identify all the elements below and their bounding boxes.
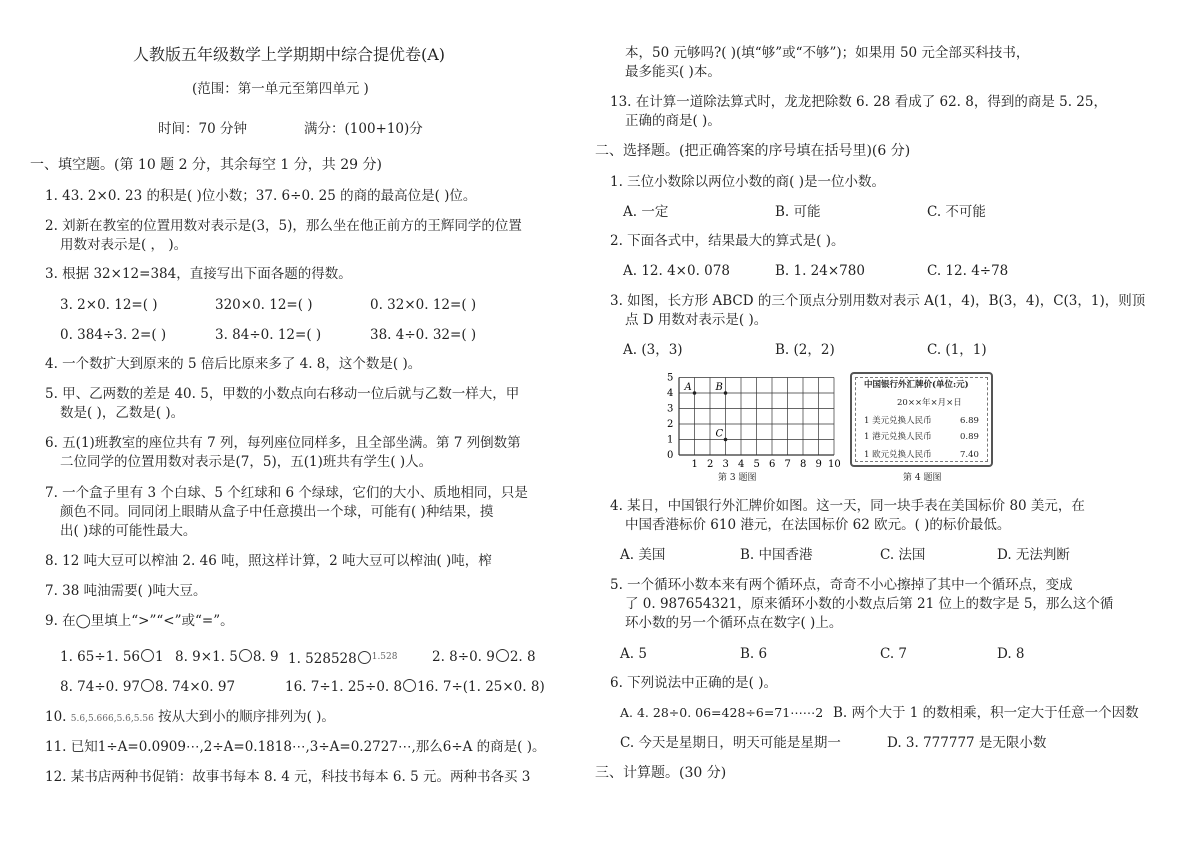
- x-tick-label: 1: [691, 459, 698, 470]
- q9-expr: 8. 74×0. 97: [155, 679, 236, 695]
- q6-line1: 6. 五(1)班教室的座位共有 7 列，每列座位同样多，且全部坐满。第 7 列倒数第: [45, 435, 521, 451]
- q9-expr: 8. 9: [252, 649, 279, 665]
- q13-line2: 正确的商是( )。: [625, 113, 721, 129]
- choice-6-option[interactable]: B. 两个大于 1 的数相乘，积一定大于任意一个因数: [833, 705, 1139, 721]
- q12-line1: 12. 某书店两种书促销：故事书每本 8. 4 元，科技书每本 6. 5 元。两种书各买 3: [45, 769, 531, 785]
- q4: 4. 一个数扩大到原来的 5 倍后比原来多了 4. 8，这个数是( )。: [45, 356, 422, 372]
- q6-line2: 二位同学的位置用数对表示是(7，5)，五(1)班共有学生( )人。: [60, 454, 433, 470]
- y-tick-label: 0: [667, 450, 674, 461]
- grid-lines: [679, 378, 834, 456]
- exchange-rate-figure: [850, 372, 993, 467]
- q3-item: 320×0. 12=( ): [215, 297, 313, 313]
- q9-expr: 2. 8÷0. 9: [432, 649, 495, 665]
- choice-5-line1: 5. 一个循环小数本来有两个循环点，奇奇不小心擦掉了其中一个循环点，变成: [610, 577, 1073, 593]
- choice-3-option[interactable]: B. (2，2): [775, 342, 835, 358]
- choice-5-line3: 环小数的另一个循环点在数字( )上。: [625, 615, 843, 631]
- x-tick-label: 8: [800, 459, 807, 470]
- exam-title: 人教版五年级数学上学期期中综合提优卷(A): [133, 45, 446, 64]
- x-tick-label: 10: [828, 459, 841, 470]
- choice-6: 6. 下列说法中正确的是( )。: [610, 675, 777, 691]
- q9: 9. 在◯里填上“>”“<”或“=”。: [45, 613, 234, 629]
- choice-5-option[interactable]: C. 7: [880, 646, 908, 662]
- q9-row1: [60, 648, 164, 666]
- y-tick-label: 3: [667, 403, 674, 415]
- grid-point: [693, 391, 697, 395]
- x-tick-label: 5: [753, 459, 760, 470]
- y-tick-label: 4: [667, 388, 674, 399]
- grid-point-label: A: [684, 382, 692, 393]
- q9-expr: 1. 528528: [288, 651, 357, 667]
- choice-1-option[interactable]: A. 一定: [623, 204, 669, 220]
- q8-line1: 8. 12 吨大豆可以榨油 2. 46 吨，照这样计算，2 吨大豆可以榨油( )吨，榨: [45, 553, 492, 569]
- figure-3-caption: 第 3 题图: [718, 473, 757, 483]
- figure-4-caption: 第 4 题图: [903, 473, 942, 483]
- q3-item: 38. 4÷0. 32=( ): [370, 327, 477, 343]
- choice-3-line2: 点 D 用数对表示是( )。: [625, 312, 768, 328]
- choice-1-option[interactable]: C. 不可能: [927, 204, 986, 220]
- grid-point-label: C: [715, 428, 724, 440]
- q5-line2: 数是( )，乙数是( )。: [60, 405, 185, 421]
- q9-expr: 2. 8: [509, 649, 536, 665]
- x-tick-label: 9: [815, 459, 822, 470]
- x-tick-label: 3: [722, 459, 729, 470]
- choice-3-option[interactable]: A. (3，3): [623, 342, 683, 358]
- choice-2: 2. 下面各式中，结果最大的算式是( )。: [610, 233, 845, 249]
- y-tick-label: 5: [667, 372, 674, 384]
- compare-circle[interactable]: [403, 679, 416, 692]
- q9-expr: 16. 7÷1. 25÷0. 8: [285, 679, 403, 695]
- exam-scope: (范围：第一单元至第四单元 ): [192, 81, 369, 97]
- choice-4-line1: 4. 某日，中国银行外汇牌价如图。这一天，同一块手表在美国标价 80 美元，在: [610, 498, 1085, 514]
- rate-label: 1 港元兑换人民币: [864, 432, 932, 442]
- choice-3-line1: 3. 如图，长方形 ABCD 的三个顶点分别用数对表示 A(1，4)，B(3，4)，C(3，1)，则顶: [610, 293, 1146, 309]
- q11: 11. 已知1÷A=0.0909⋯,2÷A=0.1818⋯,3÷A=0.2727⋯,那么6÷A 的商是( )。: [45, 739, 546, 755]
- q3: 3. 根据 32×12=384，直接写出下面各题的得数。: [45, 266, 352, 282]
- q10-numbers: 5.6,5.666,5.6̇,5.56̇: [70, 714, 154, 724]
- rate-value: 6.89: [960, 416, 979, 426]
- choice-6-option[interactable]: A. 4. 28÷0. 06=428÷6=71⋯⋯2: [620, 705, 824, 720]
- grid-point: [724, 438, 728, 442]
- q10: [45, 708, 335, 728]
- q10-text: 按从大到小的顺序排列为( )。: [158, 709, 335, 725]
- choice-3-option[interactable]: C. (1，1): [927, 342, 987, 358]
- q9-row1: [175, 648, 279, 666]
- compare-circle[interactable]: [358, 651, 371, 664]
- choice-4-option[interactable]: C. 法国: [880, 547, 926, 563]
- grid-points: [684, 382, 728, 441]
- q9-expr: 16. 7÷(1. 25×0. 8): [417, 679, 545, 695]
- compare-circle[interactable]: [496, 649, 509, 662]
- q9-row1: [288, 648, 397, 668]
- choice-4-option[interactable]: B. 中国香港: [740, 547, 813, 563]
- rate-title: 中国银行外汇牌价(单位:元): [864, 380, 969, 390]
- compare-circle[interactable]: [141, 649, 154, 662]
- q9-expr: 1.528̇: [371, 652, 398, 662]
- q9-expr: 8. 74÷0. 97: [60, 679, 141, 695]
- x-tick-label: 4: [738, 459, 745, 470]
- choice-2-option[interactable]: B. 1. 24×780: [775, 263, 865, 279]
- x-tick-label: 7: [784, 459, 791, 470]
- choice-5-option[interactable]: D. 8: [997, 646, 1025, 662]
- section-1-heading: 一、填空题。(第 10 题 2 分，其余每空 1 分，共 29 分): [30, 157, 382, 173]
- rate-date: 20××年×月×日: [897, 398, 962, 408]
- q9-expr: 8. 9×1. 5: [175, 649, 238, 665]
- q9-row2: [60, 678, 235, 696]
- choice-4-option[interactable]: A. 美国: [620, 547, 666, 563]
- grid-point: [724, 391, 728, 395]
- q7-line1: 7. 一个盒子里有 3 个白球、5 个红球和 6 个绿球，它们的大小、质地相同，只是: [45, 485, 528, 501]
- x-tick-label: 2: [707, 459, 714, 470]
- compare-circle[interactable]: [141, 679, 154, 692]
- q3-item: 0. 384÷3. 2=( ): [60, 327, 167, 343]
- choice-1-option[interactable]: B. 可能: [775, 204, 821, 220]
- grid-point-label: B: [715, 382, 723, 393]
- compare-circle[interactable]: [239, 649, 252, 662]
- choice-5-option[interactable]: B. 6: [740, 646, 768, 662]
- q7-line3: 出( )球的可能性最大。: [60, 523, 197, 539]
- q9-row2: [285, 678, 545, 696]
- choice-4-option[interactable]: D. 无法判断: [997, 547, 1070, 563]
- y-tick-labels: [667, 373, 673, 462]
- q2-line1: 2. 刘新在教室的位置用数对表示是(3，5)，那么坐在他正前方的王辉同学的位置: [45, 218, 522, 234]
- rate-value: 0.89: [960, 432, 979, 442]
- q12-line2: 本，50 元够吗?( )(填“够”或“不够”)；如果用 50 元全部买科技书，: [625, 45, 1030, 61]
- q13-line1: 13. 在计算一道除法算式时，龙龙把除数 6. 28 看成了 62. 8，得到的商是 5. 25，: [610, 94, 1107, 110]
- choice-2-option[interactable]: C. 12. 4÷78: [927, 263, 1009, 279]
- q10-number: 10.: [45, 709, 67, 725]
- q9-expr: 1. 65÷1. 56: [60, 649, 141, 665]
- q3-item: 3. 2×0. 12=( ): [60, 297, 158, 313]
- q3-item: 0. 32×0. 12=( ): [370, 297, 477, 313]
- x-tick-label: 6: [769, 459, 776, 470]
- q5-line1: 5. 甲、乙两数的差是 40. 5，甲数的小数点向右移动一位后就与乙数一样大，甲: [45, 386, 520, 402]
- q2-line2: 用数对表示是( ， )。: [60, 237, 188, 253]
- y-tick-label: 2: [667, 419, 674, 430]
- coordinate-grid-figure: [655, 370, 845, 485]
- q7-line2: 颜色不同。同同闭上眼睛从盒子中任意摸出一个球，可能有( )种结果，摸: [60, 504, 494, 520]
- q9-expr: 1: [155, 649, 164, 665]
- exam-score: 满分：(100+10)分: [304, 121, 423, 137]
- q9-row1: [432, 648, 536, 666]
- choice-2-option[interactable]: A. 12. 4×0. 078: [623, 263, 730, 279]
- q8-line2: 7. 38 吨油需要( )吨大豆。: [45, 583, 207, 599]
- y-tick-label: 1: [667, 434, 674, 446]
- x-tick-labels: [692, 459, 841, 470]
- rate-label: 1 美元兑换人民币: [864, 416, 932, 426]
- choice-5-line2: 了 0. 987654321，原来循环小数的小数点后第 21 位上的数字是 5，那么这个循: [625, 596, 1114, 612]
- choice-6-option[interactable]: C. 今天是星期日，明天可能是星期一: [620, 735, 841, 751]
- exam-time: 时间：70 分钟: [158, 121, 247, 137]
- choice-6-option[interactable]: D. 3. 777777 是无限小数: [887, 735, 1047, 751]
- rate-value: 7.40: [960, 450, 979, 460]
- q3-item: 3. 84÷0. 12=( ): [215, 327, 322, 343]
- rate-label: 1 欧元兑换人民币: [864, 450, 932, 460]
- section-3-heading: 三、计算题。(30 分): [595, 765, 727, 781]
- q12-line3: 最多能买( )本。: [625, 64, 721, 80]
- section-2-heading: 二、选择题。(把正确答案的序号填在括号里)(6 分): [595, 143, 911, 159]
- q1: 1. 43. 2×0. 23 的积是( )位小数；37. 6÷0. 25 的商的最高位是( )位。: [45, 188, 477, 204]
- choice-5-option[interactable]: A. 5: [620, 646, 647, 662]
- choice-1: 1. 三位小数除以两位小数的商( )是一位小数。: [610, 174, 885, 190]
- choice-4-line2: 中国香港标价 610 港元，在法国标价 62 欧元。( )的标价最低。: [625, 517, 1011, 533]
